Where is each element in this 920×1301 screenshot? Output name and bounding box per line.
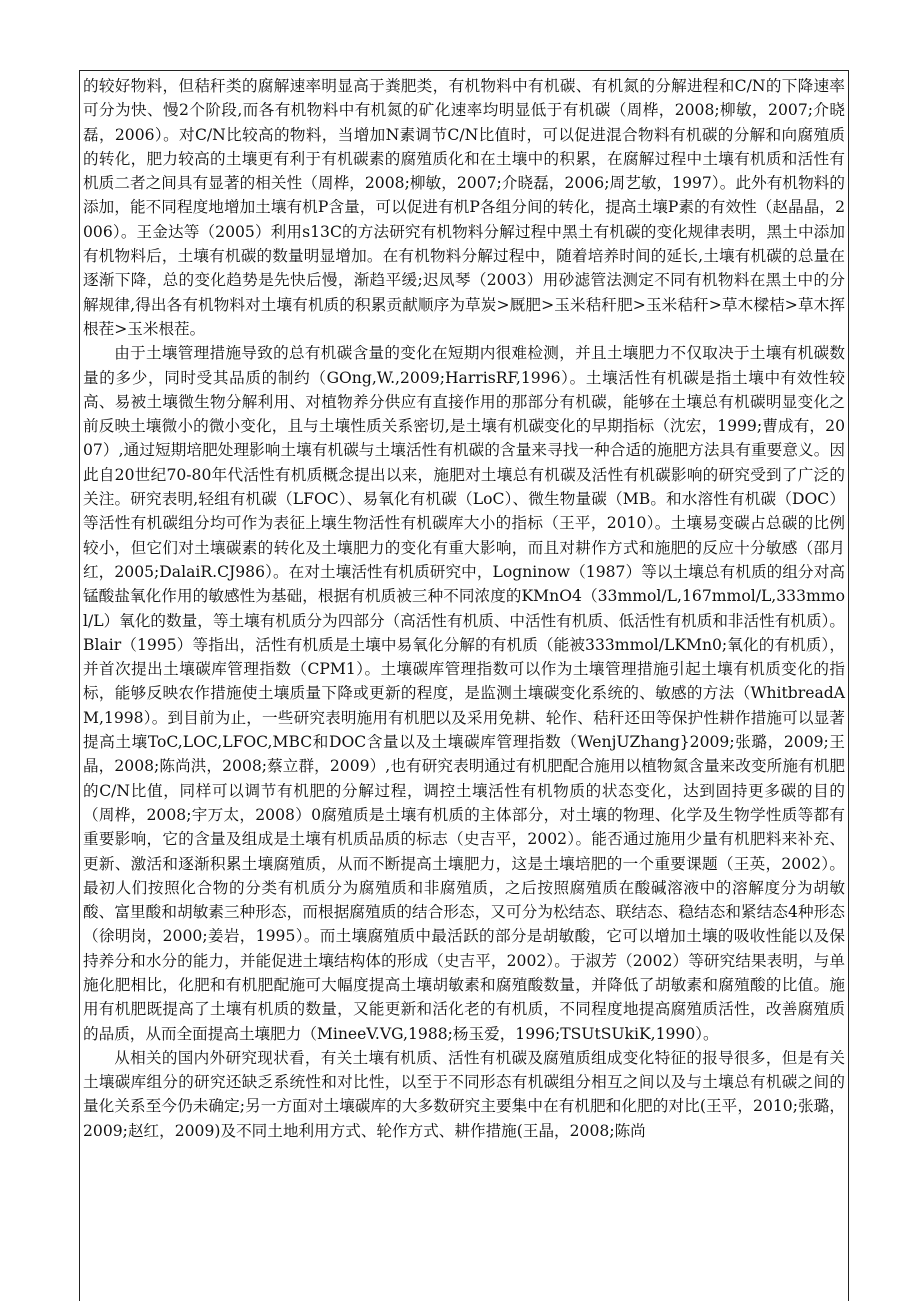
document-body — [80, 71, 848, 1143]
paragraph-3: 从相关的国内外研究现状看，有关土壤有机质、活性有机碳及腐殖质组成变化特征的报导很多，但是有关土壤碳库组分的研究还缺乏系统性和对比性，以至于不同形态有机碳组分相互之间以及与土壤总有机碳之间的量化关系至今仍未确定;另一方面对土壤碳库的大多数研究主要集中在有机肥和化肥的对比(王平，2010;张璐，2009;赵红，2009)及不同土地利用方式、轮作方式、耕作措施(王晶，2008;陈尚 — [83, 1048, 845, 1140]
document-frame — [79, 70, 849, 1301]
paragraph-2: 由于土壤管理措施导致的总有机碳含量的变化在短期内很难检测，并且土壤肥力不仅取决于土壤有机碳数量的多少，同时受其品质的制约（GOng,W.,2009;HarrisRF,1996）。土壤活性有机碳是指土壤中有效性较高、易被土壤微生物分解利用、对植物养分供应有直接作用的那部分有机碳，能够在土壤总有机碳明显变化之前反映土壤微小的微小变化，且与土壤性质关系密切,是土壤有机碳变化的早期指标（沈宏，1999;曹成有，2007）,通过短期培肥处理影响土壤有机碳与土壤活性有机碳的含量来寻找一种合适的施肥方法具有重要意义。因此自20世纪70-80年代活性有机质概念提出以来，施肥对土壤总有机碳及活性有机碳影响的研究受到了广泛的关注。研究表明,轻组有机碳（LFOC）、易氧化有机碳（LoC）、微生物量碳（MB。和水溶性有机碳（DOC）等活性有机碳组分均可作为表征上壤生物活性有机碳库大小的指标（王平，2010）。土壤易变碳占总碳的比例较小，但它们对土壤碳素的转化及土壤肥力的变化有重大影响，而且对耕作方式和施肥的反应十分敏感（邵月红，2005;DalaiR.CJ986）。在对土壤活性有机质研究中，Logninow（1987）等以土壤总有机质的组分对高锰酸盐氧化作用的敏感性为基础，根据有机质被三种不同浓度的KMnO4（33mmol∕L,167mmol∕L,333mmol∕L）氧化的数量，等土壤有机质分为四部分（高活性有机质、中活性有机质、低活性有机质和非活性有机质）。Blair（1995）等指出，活性有机质是土壤中易氧化分解的有机质（能被333mmol/LKMn0;氧化的有机质），并首次提出土壤碳库管理指数（CPM1）。土壤碳库管理指数可以作为土壤管理措施引起土壤有机质变化的指标，能够反映农作措施使土壤质量下降或更新的程度，是监测土壤碳变化系统的、敏感的方法（WhitbreadAM,1998）。到目前为止，一些研究表明施用有机肥以及采用免耕、轮作、秸秆还田等保护性耕作措施可以显著提高土壤ToC,LOC,LFOC,MBC和DOC含量以及土壤碳库管理指数（WenjUZhang}2009;张璐，2009;王晶，2008;陈尚洪，2008;蔡立群，2009）,也有研究表明通过有机肥配合施用以植物氮含量来改变所施有机肥的C/N比值，同样可以调节有机肥的分解过程，调控土壤活性有机物质的状态变化，达到固持更多碳的目的（周桦，2008;宇万太，2008）0腐殖质是土壤有机质的主体部分，对土壤的物理、化学及生物学性质等都有重要影响，它的含量及组成是土壤有机质品质的标志（史吉平，2002）。能否通过施用少量有机肥料来补充、更新、激活和逐渐积累土壤腐殖质，从而不断提高土壤肥力，这是土壤培肥的一个重要课题（王英，2002）。最初人们按照化合物的分类有机质分为腐殖质和非腐殖质，之后按照腐殖质在酸碱溶液中的溶解度分为胡敏酸、富里酸和胡敏素三种形态，而根据腐殖质的结合形态，又可分为松结态、联结态、稳结态和紧结态4种形态（徐明岗，2000;姜岩，1995）。而土壤腐殖质中最活跃的部分是胡敏酸，它可以增加土壤的吸收性能以及保持养分和水分的能力，并能促进土壤结构体的形成（史吉平，2002）。于淑芳（2002）等研究结果表明，与单施化肥相比，化肥和有机肥配施可大幅度提高土壤胡敏素和腐殖酸数量，并降低了胡敏素和腐殖酸的比值。施用有机肥既提高了土壤有机质的数量，又能更新和活化老的有机质，不同程度地提高腐殖质活性，改善腐殖质的品质，从而全面提高土壤肥力（MineeV.VG,1988;杨玉爱，1996;TSUtSUkiK,1990）。 — [83, 344, 845, 1043]
paragraph-1: 的较好物料，但秸秆类的腐解速率明显高于粪肥类，有机物料中有机碳、有机氮的分解进程和C/N的下降速率可分为快、慢2个阶段,而各有机物料中有机氮的矿化速率均明显低于有机碳（周桦，2008;柳敏，2007;介晓磊，2006）。对C/N比较高的物料，当增加N素调节C/N比值时，可以促进混合物料有机碳的分解和向腐殖质的转化，肥力较高的土壤更有利于有机碳素的腐殖质化和在土壤中的积累，在腐解过程中土壤有机质和活性有机质二者之间具有显著的相关性（周桦，2008;柳敏，2007;介晓磊，2006;周艺敏，1997）。此外有机物料的添加，能不同程度地增加土壤有机P含量，可以促进有机P各组分间的转化，提高土壤P素的有效性（赵晶晶，2006）。王金达等（2005）利用s13C的方法研究有机物料分解过程中黑土有机碳的变化规律表明，黑土中添加有机物料后，土壤有机碳的数量明显增加。在有机物料分解过程中，随着培养时间的延长,土壤有机碳的总量在逐渐下降，总的变化趋势是先快后慢，渐趋平缓;迟凤琴（2003）用砂滤管法测定不同有机物料在黑土中的分解规律,得出各有机物料对土壤有机质的积累贡献顺序为草炭>厩肥>玉米秸秆肥>玉米秸秆>草木樑桔>草木挥根茬>玉米根茬。 — [83, 77, 845, 338]
